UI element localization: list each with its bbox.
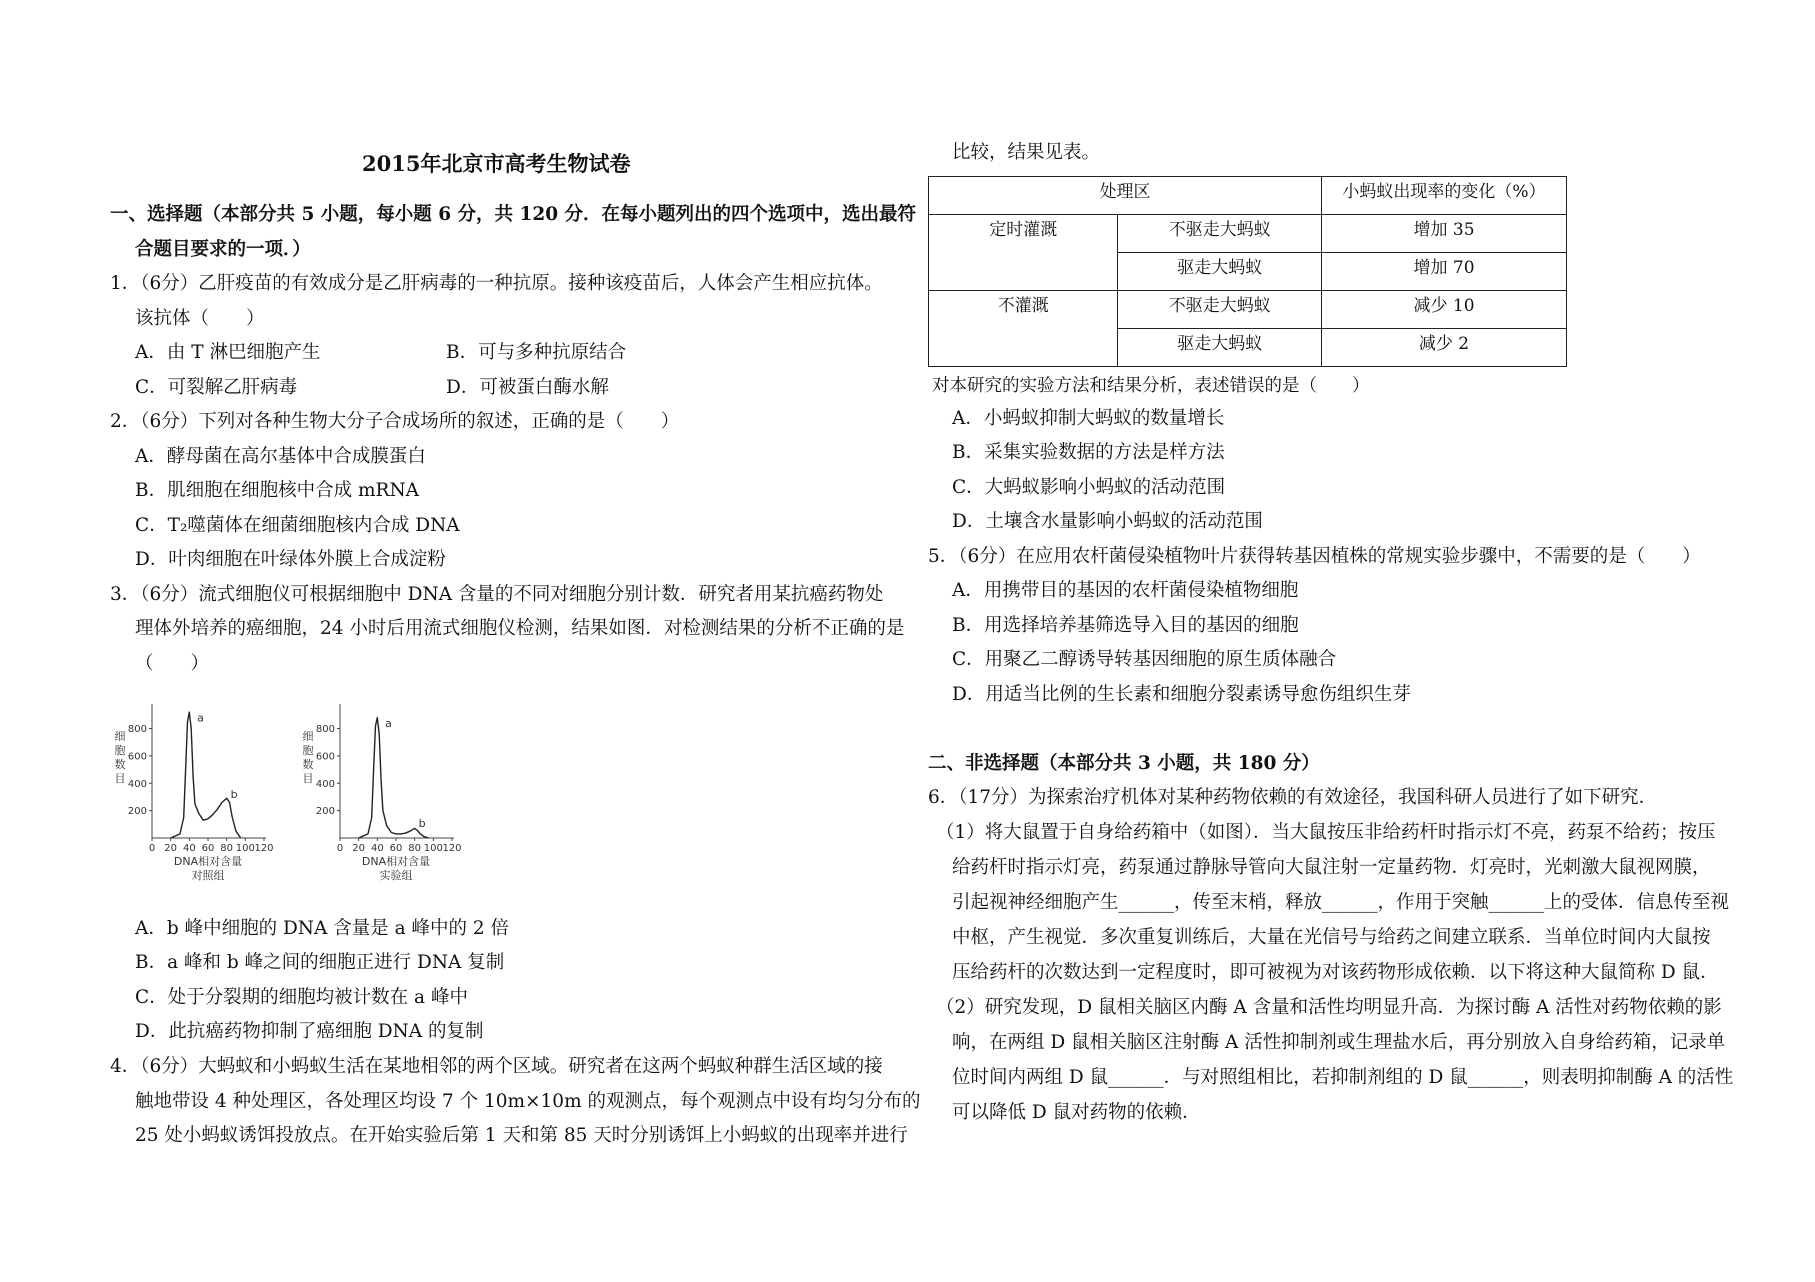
q4-stem-line4: 比较，结果见表。 <box>952 142 1101 163</box>
table-cell-treatment: 不驱走大蚂蚁 <box>1118 291 1322 329</box>
section1-heading-line2: 合题目要求的一项．） <box>135 239 311 260</box>
table-header-row <box>929 177 1567 215</box>
table-cell-group: 定时灌溉 <box>929 215 1118 291</box>
y-axis-label-char: 数 <box>302 758 314 771</box>
q3-stem-line1: 3．（6分）流式细胞仪可根据细胞中 DNA 含量的不同对细胞分别计数．研究者用某抗癌药物处 <box>110 584 884 605</box>
q1-option-a: A．由 T 淋巴细胞产生 <box>135 342 321 363</box>
x-tick-label: 60 <box>201 843 215 854</box>
q6-part1-line2: 给药杆时指示灯亮，药泵通过静脉导管向大鼠注射一定量药物．灯亮时，光刺激大鼠视网膜， <box>952 857 1711 878</box>
chart-caption: 实验组 <box>379 869 413 882</box>
x-tick-label: 100 <box>235 843 255 854</box>
q2-option-a: A．酵母菌在高尔基体中合成膜蛋白 <box>135 446 426 467</box>
x-tick-label: 60 <box>389 843 403 854</box>
table-row <box>929 215 1567 253</box>
q6-part2-line2: 响，在两组 D 鼠相关脑区注射酶 A 活性抑制剂或生理盐水后，再分别放入自身给药箱，记录单 <box>952 1032 1726 1053</box>
peak-label: b <box>418 816 426 830</box>
q6-part2-line1: （2）研究发现，D 鼠相关脑区内酶 A 含量和活性均明显升高．为探讨酶 A 活性对药物依赖的影 <box>936 997 1722 1018</box>
table-cell-change: 减少 10 <box>1322 291 1567 329</box>
q6-stem: 6．（17分）为探索治疗机体对某种药物依赖的有效途径，我国科研人员进行了如下研究． <box>928 787 1658 808</box>
y-tick-label: 600 <box>127 751 147 763</box>
x-tick-label: 0 <box>148 843 156 854</box>
q1-option-d: D．可被蛋白酶水解 <box>446 377 609 398</box>
table-cell-group: 不灌溉 <box>929 291 1118 367</box>
x-tick-label: 0 <box>336 843 344 854</box>
table-cell-treatment: 驱走大蚂蚁 <box>1118 253 1322 291</box>
y-tick-label: 200 <box>127 806 147 818</box>
q4-stem-line3: 25 处小蚂蚁诱饵投放点。在开始实验后第 1 天和第 85 天时分别诱饵上小蚂蚁的出现率并进行 <box>135 1125 908 1146</box>
x-axis-label: DNA相对含量 <box>361 855 431 868</box>
q3-option-a: A．b 峰中细胞的 DNA 含量是 a 峰中的 2 倍 <box>135 918 510 939</box>
x-tick-label: 120 <box>442 843 462 854</box>
q3-option-d: D．此抗癌药物抑制了癌细胞 DNA 的复制 <box>135 1021 484 1042</box>
table-header-area: 处理区 <box>929 177 1322 215</box>
series-line <box>171 712 241 838</box>
peak-label: a <box>385 717 392 731</box>
table-row <box>929 291 1567 329</box>
x-tick-label: 80 <box>408 843 422 854</box>
y-tick-label: 600 <box>315 751 335 763</box>
table-cell-change: 减少 2 <box>1322 329 1567 367</box>
y-tick-label: 800 <box>315 724 335 736</box>
flow-cytometry-control-chart <box>112 688 292 888</box>
x-tick-label: 20 <box>352 843 366 854</box>
page-title: 2015年北京市高考生物试卷 <box>362 151 631 176</box>
x-tick-label: 40 <box>370 843 384 854</box>
q2-stem: 2．（6分）下列对各种生物大分子合成场所的叙述，正确的是（ ） <box>110 411 680 432</box>
q2-option-d: D．叶肉细胞在叶绿体外膜上合成淀粉 <box>135 549 446 570</box>
q6-part1-line1: （1）将大鼠置于自身给药箱中（如图）．当大鼠按压非给药杆时指示灯不亮，药泵不给药；按压 <box>936 822 1716 843</box>
y-tick-label: 800 <box>127 724 147 736</box>
q3-stem-line3: （ ） <box>135 653 210 674</box>
y-axis-label-char: 胞 <box>302 744 314 757</box>
q3-option-c: C．处于分裂期的细胞均被计数在 a 峰中 <box>135 987 468 1008</box>
ant-results-table <box>928 176 1567 367</box>
y-tick-label: 400 <box>127 778 147 790</box>
chart-caption: 对照组 <box>191 869 225 882</box>
x-tick-label: 100 <box>423 843 443 854</box>
table-cell-treatment: 不驱走大蚂蚁 <box>1118 215 1322 253</box>
x-tick-label: 20 <box>164 843 178 854</box>
y-tick-label: 400 <box>315 778 335 790</box>
q4-option-b: B．采集实验数据的方法是样方法 <box>952 442 1225 463</box>
x-tick-label: 120 <box>254 843 274 854</box>
y-axis-label-char: 细 <box>302 730 314 743</box>
table-cell-change: 增加 70 <box>1322 253 1567 291</box>
table-cell-change: 增加 35 <box>1322 215 1567 253</box>
q4-question: 对本研究的实验方法和结果分析，表述错误的是（ ） <box>932 376 1370 396</box>
y-axis-label-char: 细 <box>114 730 126 743</box>
y-axis-label-char: 数 <box>114 758 126 771</box>
q3-option-b: B．a 峰和 b 峰之间的细胞正进行 DNA 复制 <box>135 952 505 973</box>
q1-stem-line2: 该抗体（ ） <box>135 308 265 329</box>
q6-part2-line3: 位时间内两组 D 鼠______．与对照组相比，若抑制剂组的 D 鼠______，则表明抑制酶 A 的活性 <box>952 1067 1734 1088</box>
section2-heading: 二、非选择题（本部分共 3 小题，共 180 分） <box>928 753 1320 774</box>
q6-part1-line5: 压给药杆的次数达到一定程度时，即可被视为对该药物形成依赖．以下将这种大鼠简称 D 鼠． <box>952 962 1719 983</box>
q1-option-c: C．可裂解乙肝病毒 <box>135 377 298 398</box>
y-axis-label-char: 目 <box>302 772 314 785</box>
table-cell-treatment: 驱走大蚂蚁 <box>1118 329 1322 367</box>
y-axis-label-char: 目 <box>114 772 126 785</box>
q1-stem-line1: 1．（6分）乙肝疫苗的有效成分是乙肝病毒的一种抗原。接种该疫苗后，人体会产生相应抗体。 <box>110 273 883 294</box>
q2-option-b: B．肌细胞在细胞核中合成 mRNA <box>135 480 419 501</box>
y-tick-label: 200 <box>315 806 335 818</box>
table-header-change: 小蚂蚁出现率的变化（%） <box>1322 177 1567 215</box>
q4-stem-line1: 4．（6分）大蚂蚁和小蚂蚁生活在某地相邻的两个区域。研究者在这两个蚂蚁种群生活区域的接 <box>110 1056 883 1077</box>
y-axis-label-char: 胞 <box>114 744 126 757</box>
x-tick-label: 40 <box>182 843 196 854</box>
q5-option-b: B．用选择培养基筛选导入目的基因的细胞 <box>952 615 1299 636</box>
q4-option-a: A．小蚂蚁抑制大蚂蚁的数量增长 <box>952 408 1225 429</box>
q4-option-d: D．土壤含水量影响小蚂蚁的活动范围 <box>952 511 1263 532</box>
q6-part2-line4: 可以降低 D 鼠对药物的依赖． <box>952 1102 1201 1123</box>
q5-option-d: D．用适当比例的生长素和细胞分裂素诱导愈伤组织生芽 <box>952 684 1411 705</box>
q4-option-c: C．大蚂蚁影响小蚂蚁的活动范围 <box>952 477 1226 498</box>
q5-option-a: A．用携带目的基因的农杆菌侵染植物细胞 <box>952 580 1299 601</box>
q6-part1-line4: 中枢，产生视觉．多次重复训练后，大量在光信号与给药之间建立联系．当单位时间内大鼠按 <box>952 927 1711 948</box>
peak-label: b <box>230 788 238 802</box>
q6-part1-line3: 引起视神经细胞产生______，传至末梢，释放______，作用于突触______上的受体．信息传至视 <box>952 892 1730 913</box>
peak-label: a <box>197 711 204 725</box>
q5-stem: 5．（6分）在应用农杆菌侵染植物叶片获得转基因植株的常规实验步骤中，不需要的是（ ） <box>928 546 1701 567</box>
section1-heading-line1: 一、选择题（本部分共 5 小题，每小题 6 分，共 120 分．在每小题列出的四个选项中，选出最符 <box>110 204 917 225</box>
q5-option-c: C．用聚乙二醇诱导转基因细胞的原生质体融合 <box>952 649 1337 670</box>
q4-stem-line2: 触地带设 4 种处理区，各处理区均设 7 个 10m×10m 的观测点，每个观测点中设有均匀分布的 <box>135 1091 921 1112</box>
q2-option-c: C．T₂噬菌体在细菌细胞核内合成 DNA <box>135 515 460 536</box>
q3-stem-line2: 理体外培养的癌细胞，24 小时后用流式细胞仪检测，结果如图．对检测结果的分析不正确的是 <box>135 618 905 639</box>
x-tick-label: 80 <box>220 843 234 854</box>
x-axis-label: DNA相对含量 <box>173 855 243 868</box>
flow-cytometry-experiment-chart <box>300 688 480 888</box>
q1-option-b: B．可与多种抗原结合 <box>446 342 627 363</box>
